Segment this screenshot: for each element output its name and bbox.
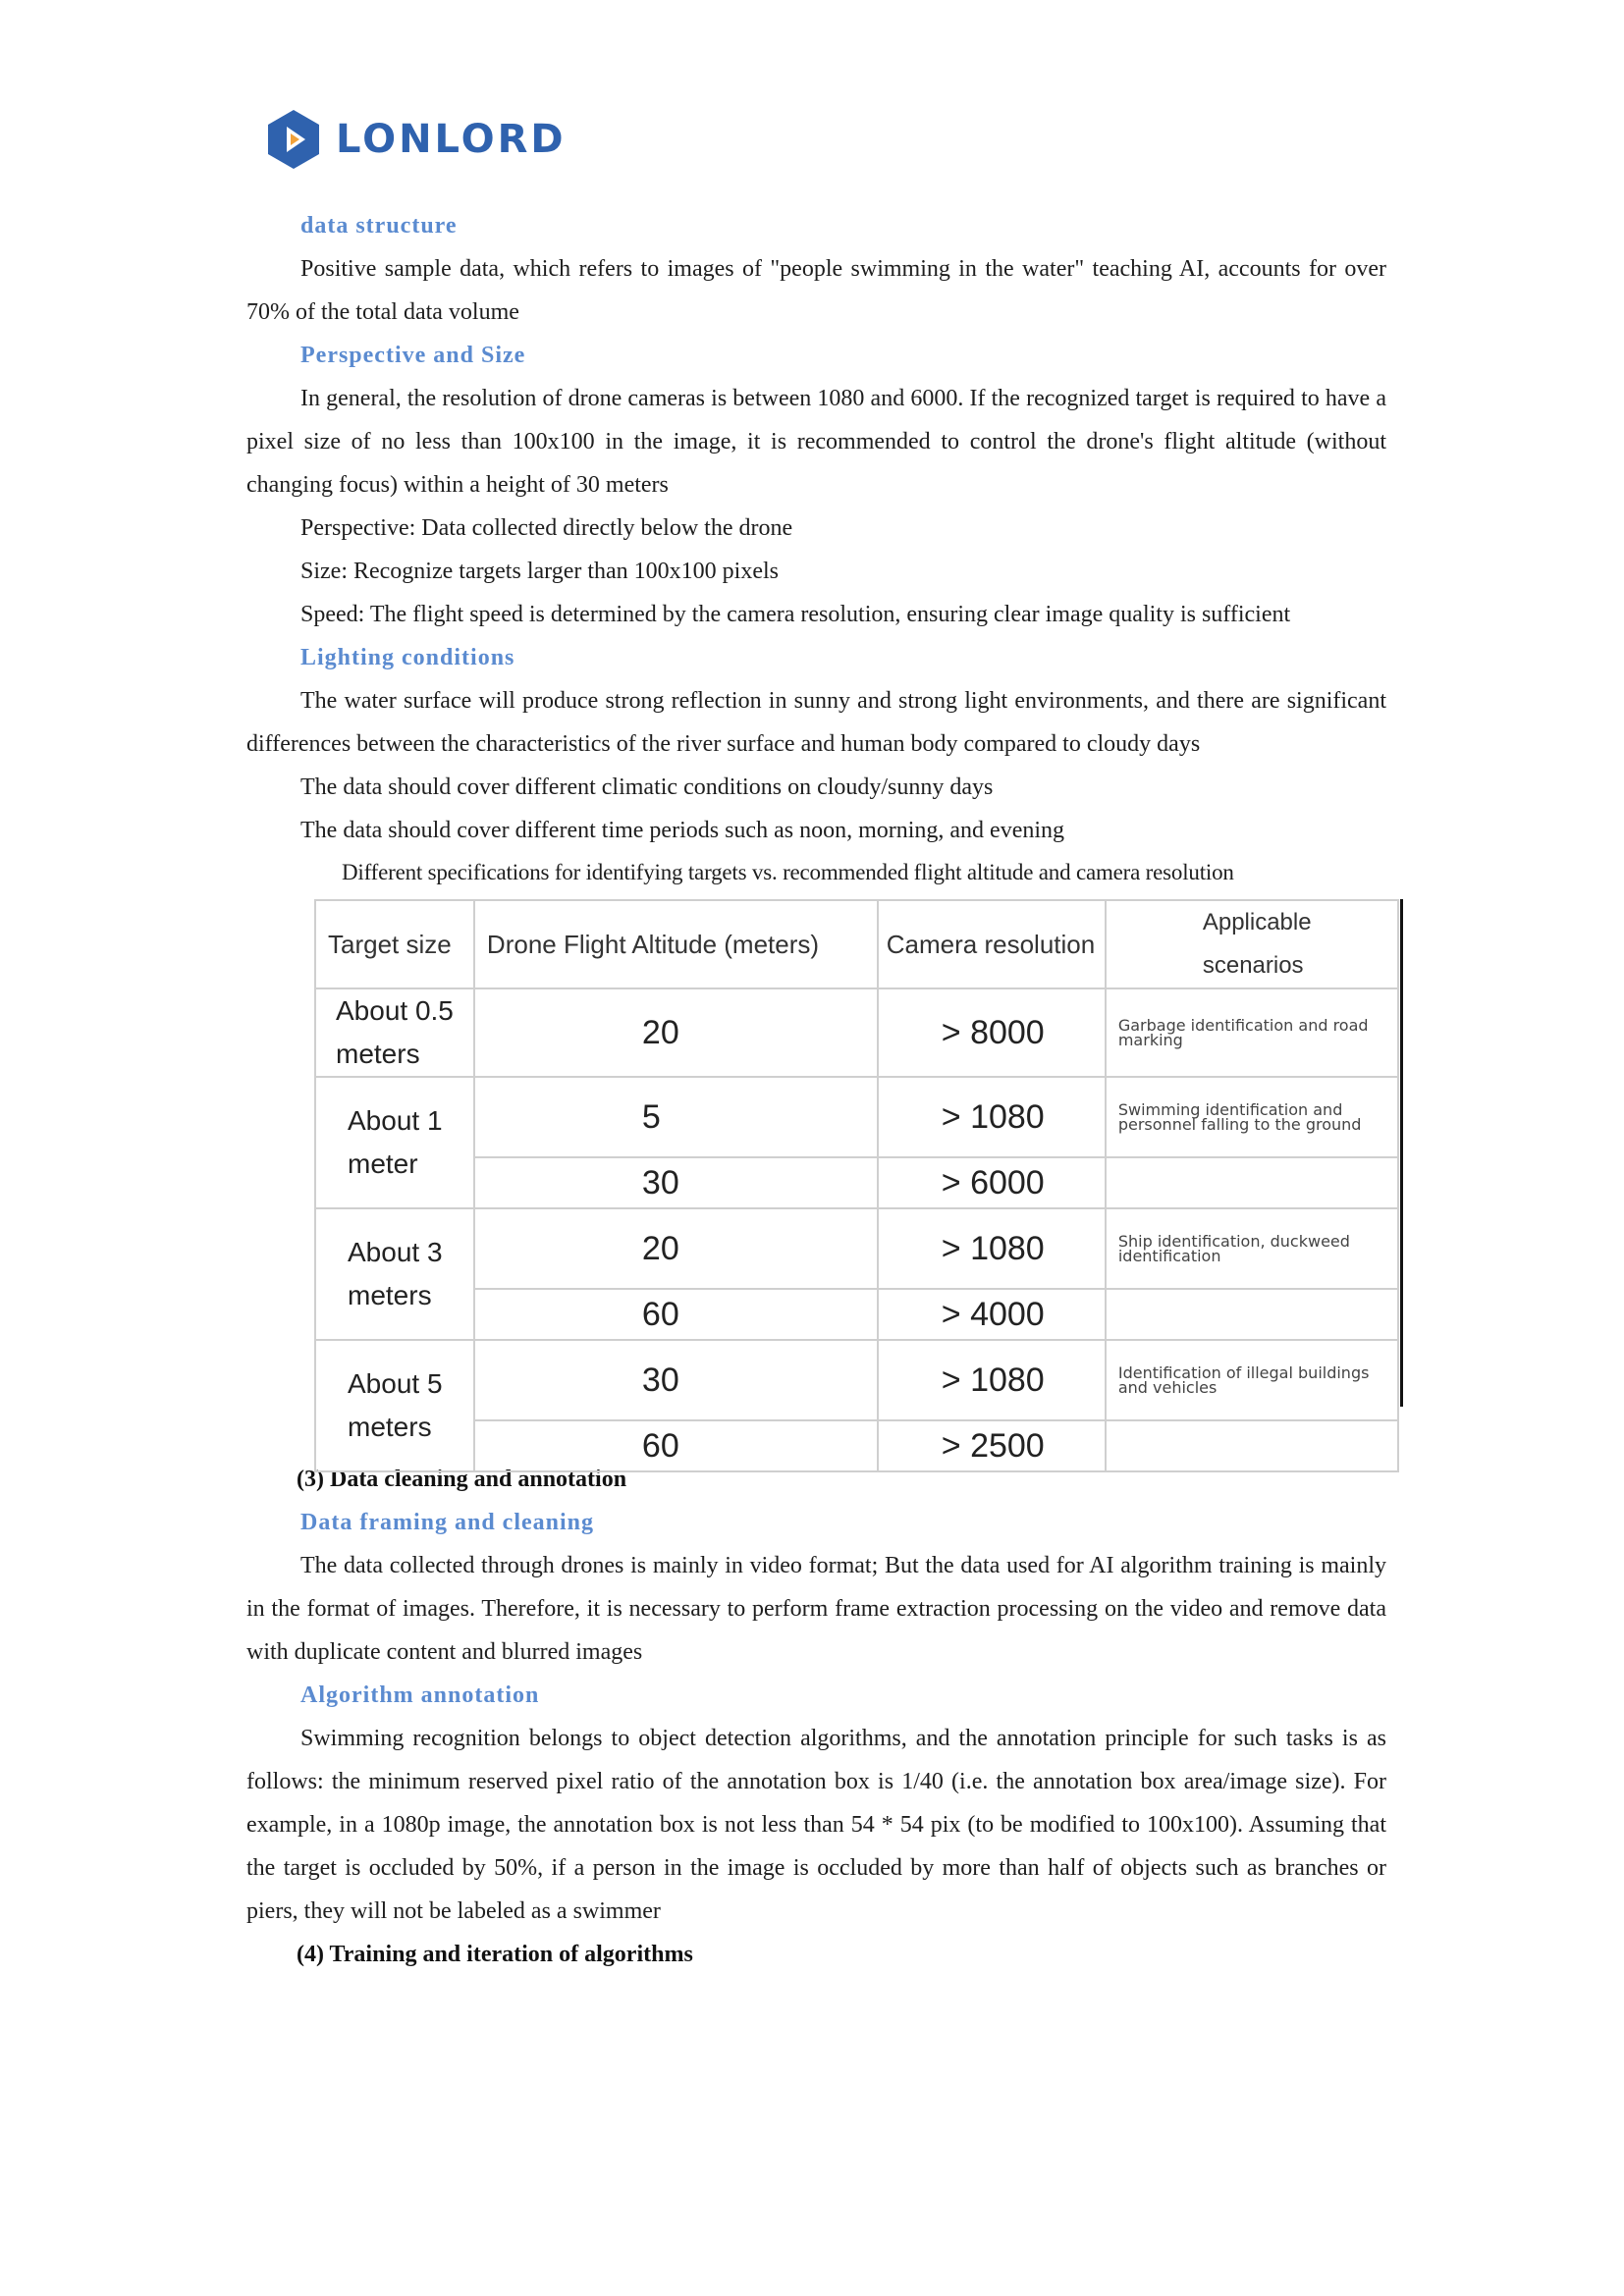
scenario-cell: Swimming identification and personnel falling to the ground [1106,1077,1398,1157]
lighting-line-1: The data should cover different climatic conditions on cloudy/sunny days [300,774,994,800]
logo-wordmark: LONLORD [336,117,567,162]
header-camera-resolution: Camera resolution [878,900,1106,988]
lonlord-hexagon-icon [265,108,322,171]
table-row [315,1420,1398,1471]
resolution-cell: > 1080 [878,1077,1106,1157]
heading-data-structure: data structure [300,213,458,239]
resolution-cell: > 1080 [878,1208,1106,1289]
altitude-cell: 20 [474,1208,878,1289]
size-line: Size: Recognize targets larger than 100x100 pixels [300,559,779,584]
heading-perspective-size: Perspective and Size [300,343,526,368]
altitude-cell: 20 [474,988,878,1077]
section-title-cleaning: (3) Data cleaning and annotation [297,1467,627,1492]
spec-table [314,899,1399,1472]
table-row [315,988,1398,1077]
table-right-border [1400,899,1403,1407]
scenario-cell-empty [1106,1157,1398,1208]
paragraph-data-structure: Positive sample data, which refers to images of "people swimming in the water" teaching AI, accounts for over 70% of the total data volume [246,256,1386,325]
speed-line: Speed: The flight speed is determined by the camera resolution, ensuring clear image quality is sufficient [300,602,1291,627]
table-caption: Different specifications for identifying targets vs. recommended flight altitude and camera resolution [342,860,1234,884]
header-target-size: Target size [315,900,474,988]
altitude-cell: 5 [474,1077,878,1157]
altitude-cell: 30 [474,1157,878,1208]
heading-framing: Data framing and cleaning [300,1510,595,1535]
paragraph-annotation: Swimming recognition belongs to object detection algorithms, and the annotation principle for such tasks is as follows: the minimum reserved pixel ratio of the annotation box is 1/40 (i.e. the annotation box area/image size). For example, in a 1080p image, the annotation box is not less than 54 * 54 pix (to be modified to 100x100). Assuming that the target is occluded by 50%, if a person in the image is occluded by more than half of objects such as branches or piers, they will not be labeled as a swimmer [246,1726,1386,1924]
scenario-cell: Identification of illegal buildings and vehicles [1106,1340,1398,1420]
altitude-cell: 60 [474,1289,878,1340]
resolution-cell: > 1080 [878,1340,1106,1420]
table-row [315,1157,1398,1208]
scenario-cell-empty [1106,1289,1398,1340]
company-logo [265,108,567,171]
document-body [246,204,1386,1976]
header-applicable-scenarios: Applicable scenarios [1106,900,1398,988]
header-flight-altitude: Drone Flight Altitude (meters) [474,900,878,988]
table-row [315,1289,1398,1340]
resolution-cell: > 8000 [878,988,1106,1077]
resolution-cell: > 2500 [878,1420,1106,1471]
resolution-cell: > 6000 [878,1157,1106,1208]
altitude-cell: 60 [474,1420,878,1471]
target-size-cell: About 0.5 meters [315,988,474,1077]
table-row [315,1208,1398,1289]
table-header-row [315,900,1398,988]
heading-lighting: Lighting conditions [300,645,515,670]
target-size-cell: About 5 meters [315,1340,474,1471]
altitude-cell: 30 [474,1340,878,1420]
section-title-training: (4) Training and iteration of algorithms [297,1942,693,1967]
table-row [315,1340,1398,1420]
spec-table-container [314,899,1403,1465]
target-size-cell: About 3 meters [315,1208,474,1340]
perspective-line: Perspective: Data collected directly below the drone [300,515,793,541]
target-size-cell: About 1 meter [315,1077,474,1208]
paragraph-framing: The data collected through drones is mainly in video format; But the data used for AI algorithm training is mainly in the format of images. Therefore, it is necessary to perform frame extraction processing on the video and remove data with duplicate content and blurred images [246,1553,1386,1665]
table-row [315,1077,1398,1157]
paragraph-perspective-size: In general, the resolution of drone cameras is between 1080 and 6000. If the recognized target is required to have a pixel size of no less than 100x100 in the image, it is recommended to control the drone's flight altitude (without changing focus) within a height of 30 meters [246,386,1386,498]
heading-annotation: Algorithm annotation [300,1682,540,1708]
scenario-cell: Garbage identification and road marking [1106,988,1398,1077]
paragraph-lighting: The water surface will produce strong reflection in sunny and strong light environments, and there are significant differences between the characteristics of the river surface and human body compared to cloudy days [246,688,1386,757]
scenario-cell: Ship identification, duckweed identification [1106,1208,1398,1289]
resolution-cell: > 4000 [878,1289,1106,1340]
scenario-cell-empty [1106,1420,1398,1471]
lighting-line-2: The data should cover different time periods such as noon, morning, and evening [300,818,1065,843]
